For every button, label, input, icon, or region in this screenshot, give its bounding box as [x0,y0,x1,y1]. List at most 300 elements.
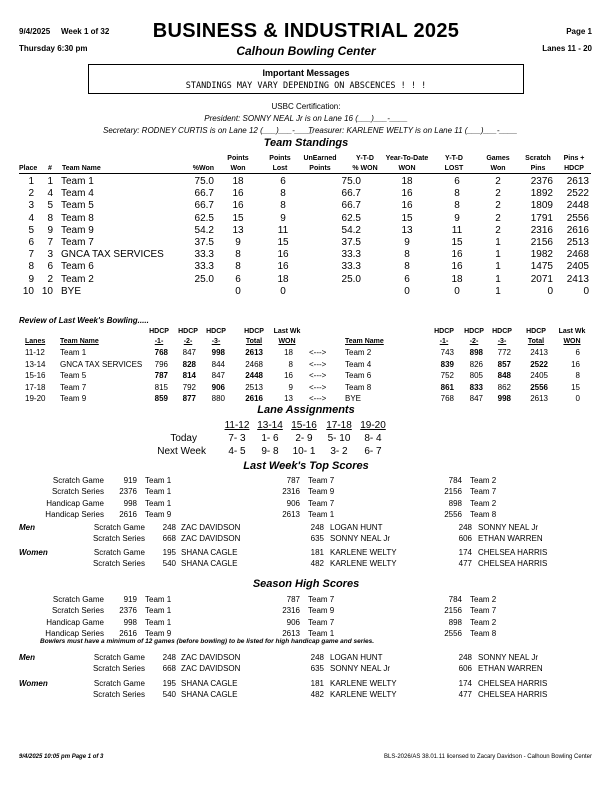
standings-cell: 2 [495,176,501,187]
standings-cell: 0 [404,285,410,297]
standings-header-label: Pins + [563,155,585,162]
team-score-value: 784 [448,595,462,604]
standings-cell: Team 4 [61,188,94,200]
standings-header-label: Scratch [525,155,551,162]
team-score-team: Team 1 [145,617,172,627]
standings-cell: 6 [47,261,53,273]
standings-cell: 1475 [530,261,553,273]
standings-cell: 16 [277,261,289,273]
review-cell: 2448 [245,371,263,380]
standings-cell: 66.7 [341,188,361,200]
standings-cell: 1892 [530,188,553,200]
individual-score-value: 482 [310,559,324,568]
review-cell: 2513 [245,382,263,392]
standings-cell: 66.7 [194,188,214,200]
individual-score-value: 606 [458,534,472,543]
standings-cell: 16 [401,200,413,212]
standings-cell: 8 [47,212,53,224]
team-score-team: Team 9 [308,487,335,497]
standings-cell: 2071 [530,273,553,285]
standings-cell: 2 [47,273,53,285]
individual-score-value: 668 [162,534,176,543]
standings-header-label: Won [230,165,246,172]
next-week-match: 3- 2 [330,446,348,457]
standings-cell: 9 [235,237,241,248]
standings-cell: 75.0 [341,176,361,187]
standings-cell: BYE [61,285,82,297]
team-score-team: Team 7 [308,617,335,627]
review-cell: 833 [469,382,483,392]
individual-score-value: 174 [458,548,472,557]
review-cell: 772 [497,348,511,357]
standings-cell: Team 9 [61,224,94,236]
review-header-label: -1- [439,338,449,345]
review-header-label: HDCP [434,328,454,335]
team-score-value: 784 [448,476,462,485]
review-cell: 6 [575,348,580,357]
review-cell: GNCA TAX SERVICES [60,359,143,369]
review-cell: 2413 [530,348,548,357]
individual-score-value: 482 [310,690,324,699]
president-line: President: SONNY NEAL Jr is on Lane 16 (___)___-____ [204,114,408,123]
standings-cell: 2616 [566,224,589,236]
team-score-category: Handicap Game [46,498,104,508]
individual-score-value: 195 [162,548,176,557]
standings-cell: 2405 [566,261,589,273]
lane-pair-label: 13-14 [257,420,283,431]
standings-cell: 1791 [530,212,553,224]
next-week-match: 9- 8 [261,446,279,457]
bowler-name: KARLENE WELTY [330,679,397,688]
review-cell: <---> [309,394,327,403]
individual-score-category: Scratch Game [93,653,145,662]
review-header-label: HDCP [149,328,169,335]
gender-label: Men [19,653,35,662]
individual-score-value: 248 [162,653,176,662]
standings-cell: 2522 [566,188,589,200]
standings-header-label: Year-To-Date [385,155,429,162]
review-cell: 11-12 [25,348,45,357]
standings-cell: GNCA TAX SERVICES [61,249,164,261]
today-match: 5- 10 [327,433,351,444]
today-match: 1- 6 [261,433,279,444]
next-week-match: 10- 1 [292,446,316,457]
review-cell: 898 [469,348,483,357]
review-title: Review of Last Week's Bowling..... [19,316,149,325]
season-title: Season High Scores [252,578,360,590]
standings-cell: 1 [495,261,501,273]
review-cell: 862 [497,382,511,392]
week-label: Week 1 of 32 [61,27,110,36]
review-cell: 847 [469,394,483,403]
team-score-category: Handicap Game [46,617,104,627]
standings-cell: 7 [47,237,53,248]
review-cell: <---> [309,382,327,392]
standings-cell: 33.3 [341,261,361,273]
team-score-team: Team 1 [308,509,335,519]
team-score-value: 2156 [444,606,462,616]
bowler-name: KARLENE WELTY [330,690,397,699]
report-date: 9/4/2025 [19,27,51,36]
team-score-team: Team 2 [470,617,497,627]
standings-cell: 16 [232,188,244,200]
standings-cell: 2413 [566,273,589,285]
review-header-label: -1- [154,338,164,345]
review-cell: 796 [154,359,168,369]
today-match: 7- 3 [228,433,246,444]
lane-pair-label: 11-12 [224,420,250,431]
team-score-value: 2316 [282,487,300,497]
standings-cell: 6 [235,273,241,285]
standings-cell: Team 6 [61,261,94,273]
standings-cell: 2 [28,188,34,200]
standings-cell: Team 5 [61,200,94,212]
standings-cell: 4 [28,212,34,224]
standings-cell: 8 [404,249,410,261]
standings-cell: 1 [495,273,501,285]
bowler-name: CHELSEA HARRIS [478,559,548,568]
standings-cell: 5 [28,224,34,236]
review-cell: Team 4 [345,359,372,369]
review-cell: 743 [440,348,454,357]
standings-cell: 8 [280,200,286,212]
bowler-name: ZAC DAVIDSON [181,534,241,543]
standings-cell: 1982 [530,249,553,261]
usbc-certification: USBC Certification: [271,102,341,111]
standings-cell: 2613 [566,176,589,187]
individual-score-value: 248 [458,653,472,662]
review-cell: 15 [571,382,580,392]
standings-cell: 66.7 [341,200,361,212]
review-cell: 768 [154,348,168,357]
standings-cell: 5 [47,200,53,212]
standings-cell: 54.2 [194,224,214,236]
review-cell: 792 [182,382,196,392]
standings-cell: 2 [495,200,501,212]
standings-cell: 25.0 [341,273,361,285]
review-cell: 2556 [530,382,548,392]
review-cell: 13 [284,394,293,403]
standings-cell: 9 [280,212,286,224]
review-cell: 880 [211,394,225,403]
team-score-team: Team 1 [308,628,335,638]
review-cell: 0 [575,394,580,403]
review-cell: BYE [345,394,362,403]
standings-cell: 13 [401,224,413,236]
standings-cell: 9 [28,273,34,285]
standings-cell: 11 [451,224,463,236]
today-match: 2- 9 [295,433,313,444]
team-score-team: Team 7 [308,595,335,604]
standings-header-label: Lost [272,165,288,172]
bowler-name: KARLENE WELTY [330,559,397,568]
standings-cell: 13 [232,224,244,236]
lanes-range: Lanes 11 - 20 [542,44,592,53]
review-cell: 859 [154,394,168,403]
day-time: Thursday 6:30 pm [19,44,88,53]
review-cell: 826 [469,359,483,369]
lane-pair-label: 17-18 [326,420,352,431]
gender-label: Men [19,523,35,532]
individual-score-value: 606 [458,664,472,673]
review-header-label: HDCP [178,328,198,335]
individual-score-value: 477 [458,690,472,699]
standings-cell: 9 [404,237,410,248]
standings-cell: Team 7 [61,237,94,248]
standings-cell: 0 [547,285,553,297]
review-header-label: Last Wk [273,328,301,335]
standings-cell: 37.5 [341,237,361,248]
review-header-label: HDCP [526,328,546,335]
review-header-label: HDCP [492,328,512,335]
standings-header-label: LOST [444,165,464,172]
standings-header-label: Points [269,155,291,162]
review-cell: 19-20 [25,394,46,403]
review-header-label: Team Name [345,338,384,345]
standings-cell: 62.5 [194,212,214,224]
next-week-match: 6- 7 [364,446,382,457]
review-cell: Team 2 [345,348,372,357]
lane-pair-label: 15-16 [291,420,317,431]
standings-cell: 6 [280,176,286,187]
review-cell: 16 [571,359,580,369]
team-score-value: 919 [123,476,137,485]
review-cell: Team 6 [345,371,372,380]
standings-cell: 9 [454,212,460,224]
review-cell: 2613 [245,348,263,357]
bowler-name: SONNY NEAL Jr [478,653,539,662]
bowler-name: SHANA CAGLE [181,559,238,568]
team-score-team: Team 1 [145,487,172,497]
individual-score-value: 248 [310,523,324,532]
review-header-label: -2- [183,338,193,345]
bowler-name: CHELSEA HARRIS [478,690,548,699]
individual-score-category: Scratch Series [92,664,145,673]
individual-score-category: Scratch Game [93,548,145,557]
standings-cell: 6 [454,176,460,187]
standings-cell: 7 [28,249,34,261]
team-score-category: Scratch Game [52,476,104,485]
review-cell: 768 [440,394,454,403]
standings-cell: 2 [495,212,501,224]
bowler-name: LOGAN HUNT [330,523,383,532]
bowler-name: ETHAN WARREN [478,534,543,543]
standings-cell: 15 [232,212,244,224]
review-cell: 2405 [530,371,548,380]
team-score-category: Scratch Game [52,595,104,604]
review-header-label: WON [563,338,581,345]
review-cell: 848 [497,371,511,380]
standings-cell: 0 [583,285,589,297]
bowler-name: SONNY NEAL Jr [330,664,391,673]
review-cell: 15-16 [25,371,46,380]
individual-score-category: Scratch Series [92,534,145,543]
standings-cell: 33.3 [194,249,214,261]
bowler-name: KARLENE WELTY [330,548,397,557]
team-score-category: Scratch Series [51,606,104,616]
standings-cell: 2 [495,224,501,236]
standings-cell: 16 [401,188,413,200]
team-score-value: 2376 [119,487,137,497]
today-label: Today [170,433,197,444]
standings-cell: 8 [404,261,410,273]
review-cell: 752 [440,371,454,380]
standings-header-label: Place [19,165,38,172]
bowler-name: SHANA CAGLE [181,548,238,557]
team-score-team: Team 1 [145,476,172,485]
standings-cell: 15 [277,237,289,248]
team-score-team: Team 7 [470,487,497,497]
team-score-team: Team 8 [470,628,497,638]
bowler-name: SONNY NEAL Jr [478,523,539,532]
standings-cell: 3 [28,200,34,212]
standings-header-label: Points [309,165,331,172]
team-score-value: 998 [123,617,137,627]
team-score-value: 906 [286,498,300,508]
standings-cell: 16 [451,249,463,261]
bowler-name: CHELSEA HARRIS [478,548,548,557]
review-cell: 18 [284,348,293,357]
team-score-value: 2316 [282,606,300,616]
team-score-team: Team 2 [470,595,497,604]
standings-cell: 2316 [530,224,553,236]
team-score-value: 2156 [444,487,462,497]
team-score-category: Handicap Series [45,628,104,638]
standings-cell: 1 [28,176,34,187]
team-score-value: 787 [286,476,300,485]
review-cell: Team 9 [60,394,87,403]
standings-cell: 10 [41,285,53,297]
review-header-label: -3- [497,338,507,345]
standings-header-label: Team Name [62,165,101,172]
team-score-value: 2376 [119,606,137,616]
review-cell: Team 1 [60,348,87,357]
team-score-team: Team 7 [308,498,335,508]
page-number: Page 1 [566,27,592,36]
review-cell: 787 [154,371,168,380]
standings-cell: 15 [401,212,413,224]
individual-score-value: 181 [310,548,324,557]
team-score-value: 2556 [444,628,462,638]
team-score-team: Team 1 [145,498,172,508]
standings-cell: 0 [454,285,460,297]
review-cell: 13-14 [25,359,46,369]
standings-cell: 25.0 [194,273,214,285]
review-cell: Team 8 [345,382,372,392]
footer-right: BLS-2026/AS 38.01.11 licensed to Zacary Davidson - Calhoun Bowling Center [383,754,592,760]
standings-cell: 9 [47,224,53,236]
secretary-line: Secretary: RODNEY CURTIS is on Lane 12 (___)___-____ [103,126,313,135]
review-cell: 2616 [245,394,263,403]
messages-heading: Important Messages [262,68,350,78]
standings-cell: 16 [277,249,289,261]
review-header-label: Team Name [60,338,99,345]
team-score-team: Team 9 [145,628,172,638]
team-score-category: Scratch Series [51,487,104,497]
team-score-value: 906 [286,617,300,627]
standings-header-label: UnEarned [303,155,337,162]
team-score-team: Team 9 [145,509,172,519]
bowler-name: CHELSEA HARRIS [478,679,548,688]
review-cell: 16 [284,371,293,380]
standings-cell: 0 [280,285,286,297]
today-match: 8- 4 [364,433,382,444]
treasurer-line: Treasurer: KARLENE WELTY is on Lane 11 (___)___-____ [308,126,518,135]
individual-score-value: 174 [458,679,472,688]
individual-score-value: 635 [310,664,324,673]
review-cell: 998 [211,348,225,357]
review-cell: 9 [288,382,293,392]
individual-score-value: 248 [162,523,176,532]
individual-score-value: 248 [310,653,324,662]
team-score-team: Team 2 [470,476,497,485]
review-cell: <---> [309,359,327,369]
standings-header-label: # [48,165,52,172]
review-cell: 8 [288,359,293,369]
review-header-label: Last Wk [558,328,586,335]
lane-pair-label: 19-20 [360,420,386,431]
standings-cell: 11 [277,224,289,236]
review-header-label: -2- [469,338,479,345]
individual-score-value: 248 [458,523,472,532]
review-cell: 857 [497,359,511,369]
next-week-label: Next Week [157,446,206,457]
gender-label: Women [19,548,48,557]
team-score-value: 2556 [444,509,462,519]
individual-score-value: 181 [310,679,324,688]
standings-cell: 1809 [530,200,553,212]
standings-header-label: Y-T-D [445,155,463,162]
team-score-team: Team 7 [470,606,497,616]
individual-score-value: 635 [310,534,324,543]
review-cell: 805 [469,371,483,380]
team-score-value: 2616 [119,509,137,519]
standings-header-label: Y-T-D [356,155,374,162]
next-week-match: 4- 5 [228,446,246,457]
review-header-label: HDCP [464,328,484,335]
review-cell: <---> [309,348,327,357]
lane-assignments-title: Lane Assignments [257,404,355,416]
individual-score-value: 477 [458,559,472,568]
team-score-value: 898 [448,617,462,627]
team-score-team: Team 7 [308,476,335,485]
individual-score-value: 540 [162,559,176,568]
standings-header-label: WON [398,165,416,172]
standings-header-label: % WON [352,165,378,172]
team-score-value: 998 [123,498,137,508]
review-cell: 814 [182,371,196,380]
team-score-value: 898 [448,498,462,508]
standings-cell: 2376 [530,176,553,187]
standings-cell: 1 [495,249,501,261]
bowler-name: ZAC DAVIDSON [181,664,241,673]
standings-header-label: Games [486,155,510,162]
standings-cell: 2 [495,188,501,200]
review-cell: 906 [211,382,225,392]
standings-cell: 2513 [566,237,589,248]
individual-score-category: Scratch Series [92,559,145,568]
standings-cell: 8 [28,261,34,273]
footer-left: 9/4/2025 10:05 pm Page 1 of 3 [19,754,104,760]
standings-cell: 1 [495,285,501,297]
review-cell: 2468 [245,359,263,369]
bowler-name: SHANA CAGLE [181,690,238,699]
review-header-label: HDCP [244,328,264,335]
review-cell: 2613 [530,394,548,403]
standings-cell: 2156 [530,237,553,248]
standings-cell: Team 1 [61,176,94,187]
standings-cell: 16 [451,261,463,273]
